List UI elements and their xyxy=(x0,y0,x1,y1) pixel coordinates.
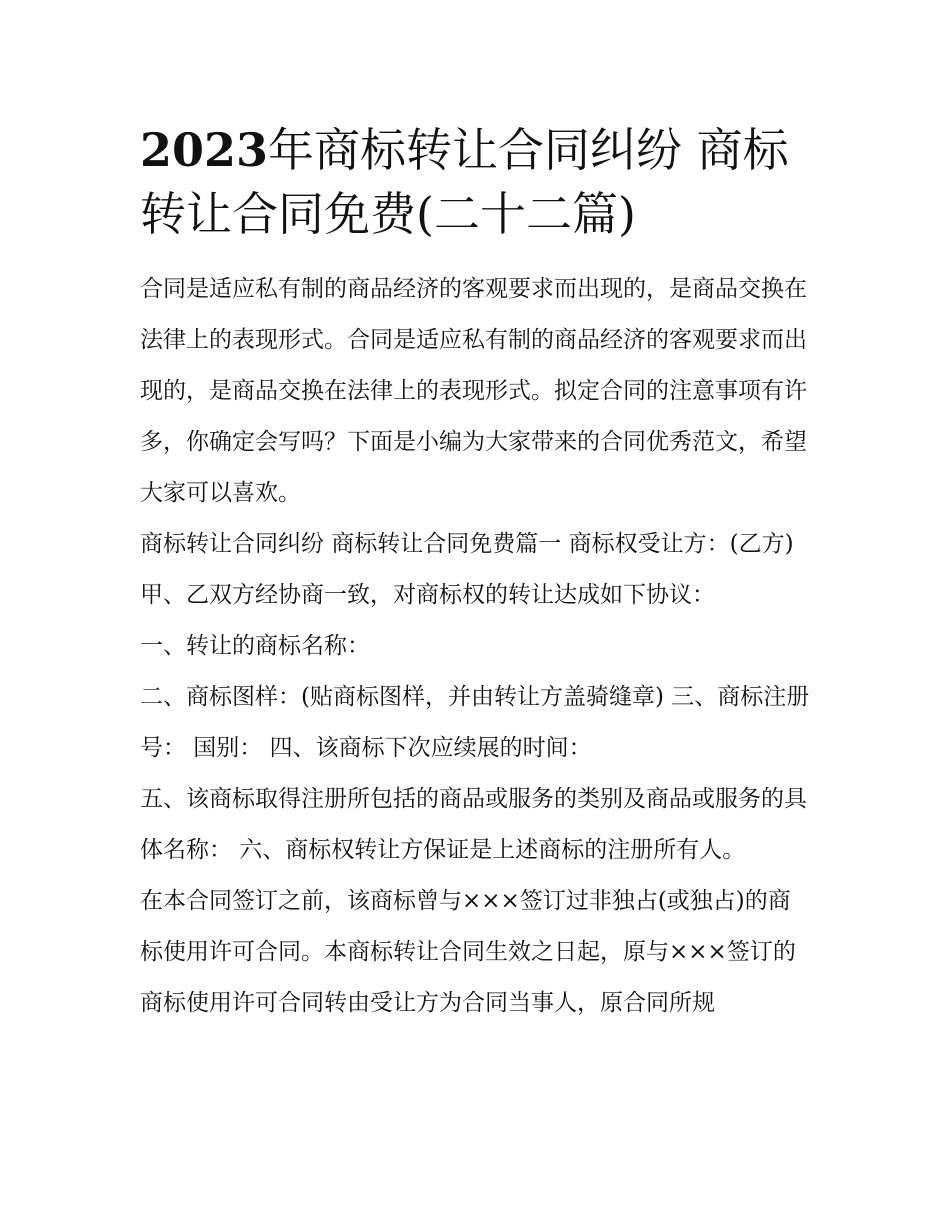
document-page xyxy=(140,118,812,1029)
license-paragraph: 在本合同签订之前，该商标曾与×××签订过非独占(或独占)的商标使用许可合同。本商标转让合同生效之日起，原与×××签订的商标使用许可合同转由受让方为合同当事人，原合同所规 xyxy=(140,888,796,1016)
clause-5-6-paragraph: 五、该商标取得注册所包括的商品或服务的类别及商品或服务的具体名称： 六、商标权转让方保证是上述商标的注册所有人。 xyxy=(140,786,807,863)
title-text: 年商标转让合同纠纷 商标转让合同免费(二十二篇) xyxy=(140,123,789,241)
clause-2-4-paragraph: 二、商标图样：(贴商标图样，并由转让方盖骑缝章) 三、商标注册号： 国别： 四、该商标下次应续展的时间： xyxy=(140,684,810,761)
document-title xyxy=(140,118,812,246)
contract-parties-paragraph: 商标转让合同纠纷 商标转让合同免费篇一 商标权受让方：(乙方) 甲、乙双方经协商一致，对商标权的转让达成如下协议： xyxy=(140,531,794,608)
title-year: 2023 xyxy=(140,123,269,177)
clause-1-paragraph: 一、转让的商标名称： xyxy=(140,633,370,659)
intro-paragraph: 合同是适应私有制的商品经济的客观要求而出现的，是商品交换在法律上的表现形式。合同是适应私有制的商品经济的客观要求而出现的，是商品交换在法律上的表现形式。拟定合同的注意事项有许多，你确定会写吗？下面是小编为大家带来的合同优秀范文，希望大家可以喜欢。 xyxy=(140,276,807,506)
